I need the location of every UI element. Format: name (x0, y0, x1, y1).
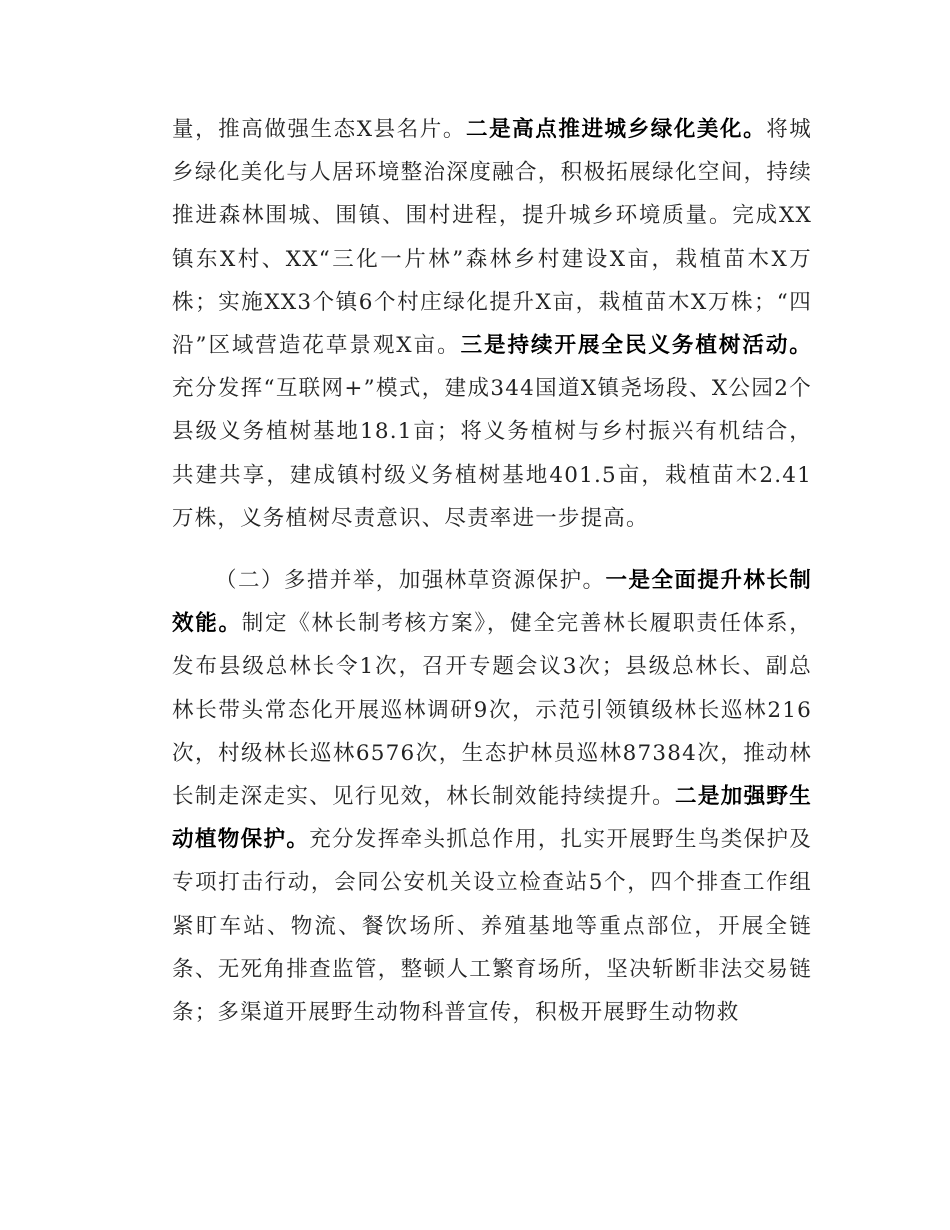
document-body (172, 108, 812, 1034)
text-segment: 充分发挥“互联网+”模式，建成344国道X镇尧场段、X公园2个县级义务植树基地18.1亩；将义务植树与乡村振兴有机结合，共建共享，建成镇村级义务植树基地401.5亩，栽植苗木2.41万株，义务植树尽责意识、尽责率进一步提高。 (172, 376, 812, 531)
section-heading: （二）多措并举，加强林草资源保护。 (215, 568, 606, 594)
text-segment: 充分发挥牵头抓总作用，扎实开展野生鸟类保护及专项打击行动，会同公安机关设立检查站5个，四个排查工作组紧盯车站、物流、餐饮场所、养殖基地等重点部位，开展全链条、无死角排查监管，整顿人工繁育场所，坚决斩断非法交易链条；多渠道开展野生动物科普宣传，积极开展野生动物救 (172, 827, 813, 1026)
text-segment: 将城乡绿化美化与人居环境整治深度融合，积极拓展绿化空间，持续推进森林围城、围镇、围村进程，提升城乡环境质量。完成XX镇东X村、XX“三化一片林”森林乡村建设X亩，栽植苗木X万株；实施XX3个镇6个村庄绿化提升X亩，栽植苗木X万株；“四沿”区域营造花草景观X亩。 (172, 117, 812, 359)
bold-heading-forest-chief-system: 一是全面提升林长制效能。 (172, 568, 812, 637)
bold-heading-wildlife-protection: 二是加强野生动植物保护。 (172, 784, 812, 853)
bold-heading-urban-rural-greening: 二是高点推进城乡绿化美化。 (466, 117, 767, 142)
text-segment: 量，推高做强生态X县名片。 (172, 117, 466, 142)
text-segment: 制定《林长制考核方案》，健全完善林长履职责任体系，发布县级总林长令1次，召开专题会议3次；县级总林长、副总林长带头常态化开展巡林调研9次，示范引领镇级林长巡林216次，村级林长巡林6576次，生态护林员巡林87384次，推动林长制走深走实、见行见效，林长制效能持续提升。 (172, 611, 812, 810)
paragraph-greening (172, 108, 812, 540)
paragraph-forest-protection (172, 559, 812, 1034)
bold-heading-voluntary-tree-planting: 三是持续开展全民义务植树活动。 (460, 333, 812, 359)
